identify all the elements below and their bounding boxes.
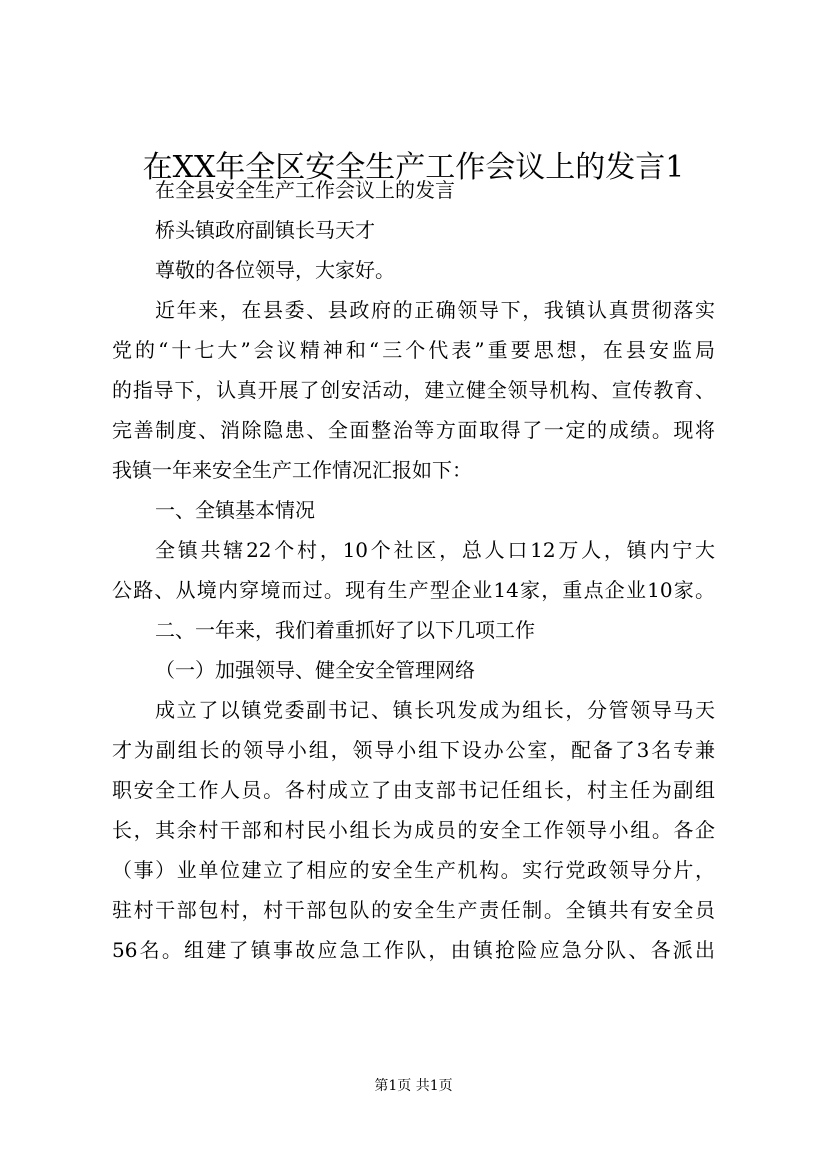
paragraph-line: 公路、从境内穿境而过。现有生产型企业14家，重点企业10家。 bbox=[112, 578, 715, 602]
subtitle-line: 在全县安全生产工作会议上的发言 bbox=[155, 178, 455, 202]
paragraph-line: （事）业单位建立了相应的安全生产机构。实行党政领导分片， bbox=[112, 858, 715, 882]
section-heading: 一、全镇基本情况 bbox=[155, 498, 315, 522]
paragraph-line: 的指导下，认真开展了创安活动，建立健全领导机构、宣传教育、 bbox=[112, 378, 715, 402]
paragraph-line: 驻村干部包村，村干部包队的安全生产责任制。全镇共有安全员 bbox=[112, 898, 715, 922]
paragraph-line: 56名。组建了镇事故应急工作队，由镇抢险应急分队、各派出 bbox=[112, 938, 715, 962]
paragraph-line: 成立了以镇党委副书记、镇长巩发成为组长，分管领导马天 bbox=[155, 698, 715, 722]
page-footer: 第1页 共1页 bbox=[374, 1078, 453, 1094]
section-heading: 二、一年来，我们着重抓好了以下几项工作 bbox=[155, 618, 535, 642]
paragraph-line: 我镇一年来安全生产工作情况汇报如下： bbox=[112, 458, 472, 482]
paragraph-line: 长，其余村干部和村民小组长为成员的安全工作领导小组。各企 bbox=[112, 818, 715, 842]
document-title: 在XX年全区安全生产工作会议上的发言1 bbox=[142, 150, 685, 185]
subsection-heading: （一）加强领导、健全安全管理网络 bbox=[155, 658, 475, 682]
paragraph-line: 完善制度、消除隐患、全面整治等方面取得了一定的成绩。现将 bbox=[112, 418, 715, 442]
author-line: 桥头镇政府副镇长马天才 bbox=[155, 218, 375, 242]
paragraph-line: 党的“十七大”会议精神和“三个代表”重要思想，在县安监局 bbox=[112, 338, 715, 362]
paragraph-line: 近年来，在县委、县政府的正确领导下，我镇认真贯彻落实 bbox=[155, 298, 715, 322]
paragraph-line: 才为副组长的领导小组，领导小组下设办公室，配备了3名专兼 bbox=[112, 738, 715, 762]
paragraph-line: 职安全工作人员。各村成立了由支部书记任组长，村主任为副组 bbox=[112, 778, 715, 802]
paragraph-line: 全镇共辖22个村，10个社区，总人口12万人，镇内宁大 bbox=[155, 538, 715, 562]
greeting-line: 尊敬的各位领导，大家好。 bbox=[155, 258, 395, 282]
